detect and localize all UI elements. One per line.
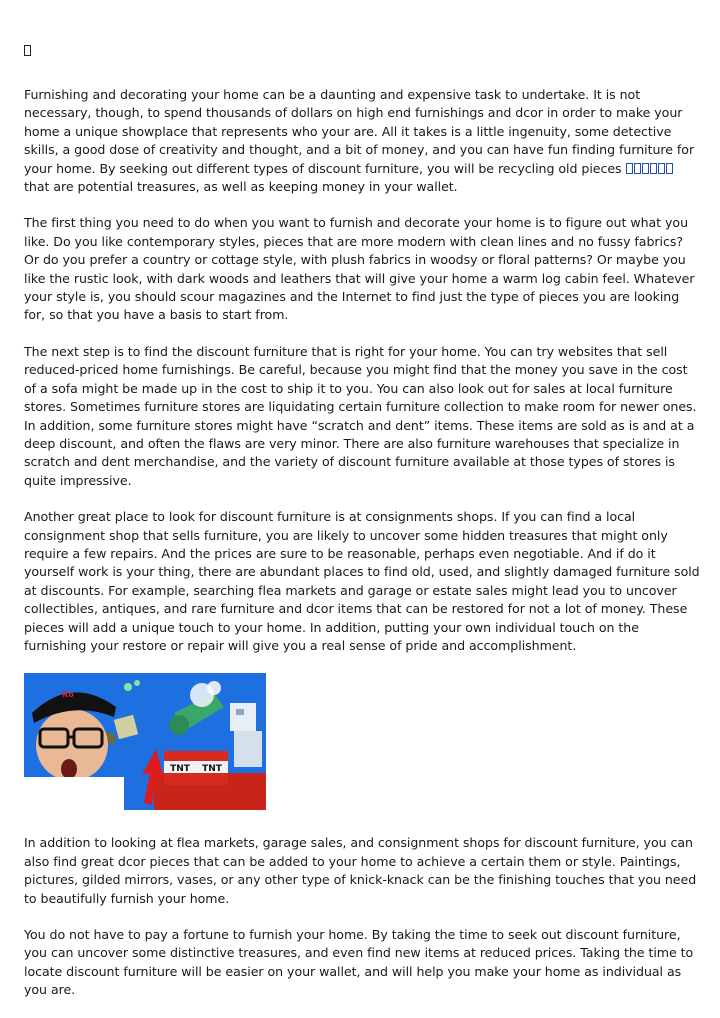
thumbnail-illustration (24, 673, 266, 810)
video-thumbnail-image (24, 673, 266, 810)
paragraph-1-tail: that are potential treasures, as well as keeping money in your wallet. (24, 179, 458, 195)
cap-logo: Ro (62, 690, 74, 700)
paragraph-4: Another great place to look for discount furniture is at consignments shops. If you can find a local consignment shop that sells furniture, you are likely to uncover some hidden treasures that might only require a few repairs. And the prices are sure to be reasonable, perhaps even negotiable. And if do it yourself work is your thing, there are abundant places to find old, used, and slightly damaged furniture sold at discounts. For example, searching flea markets and garage or estate sales might lead you to uncover collectibles, antiques, and rare furniture and dcor items that can be restored for not a lot of money. These pieces will add a unique touch to your home. In addition, putting your own individual touch on the furnishing your restore or repair will give you a real sense of pride and accomplishment. (24, 509, 700, 653)
person-shirt (24, 777, 124, 810)
paragraph-1 (24, 86, 700, 196)
tnt-label-2: TNT (202, 764, 222, 775)
paragraph-6: You do not have to pay a fortune to furnish your home. By taking the time to seek out discount furniture, you can uncover some distinctive treasures, and even find new items at reduced prices. Taking the time to locate discount furniture will be easier on your wallet, and will help you make your home as individual as you are. (24, 927, 694, 998)
link-glyphs-icon (626, 160, 674, 178)
robot-body (234, 731, 262, 767)
inline-link[interactable] (626, 161, 674, 176)
open-mouth (61, 759, 77, 779)
paragraph-1-text: Furnishing and decorating your home can be a daunting and expensive task to undertake. It is not necessary, though, to spend thousands of dollars on high end furnishings and dcor in order to make your home a unique showplace that represents who your are. All it takes is a little ingenuity, some detective skills, a good dose of creativity and thought, and a bit of money, and you can have fun finding furniture for your home. By seeking out different types of discount furniture, you will be recycling old pieces (24, 87, 695, 176)
paragraph-2: The first thing you need to do when you want to furnish and decorate your home is to figure out what you like. Do you like contemporary styles, pieces that are more modern with clean lines and no fussy fabrics? Or do you prefer a country or cottage style, with plush fabrics in woodsy or floral patterns? Or maybe you like the rustic look, with dark woods and leathers that will give your home a warm log cabin feel. Whatever your style is, you should scour magazines and the Internet to find just the type of pieces you are looking for, so that you have a basis to start from. (24, 215, 695, 323)
robot-head (230, 703, 256, 731)
missing-glyph-icon (24, 42, 34, 62)
paragraph-3: The next step is to find the discount furniture that is right for your home. You can try websites that sell reduced-priced home furnishings. Be careful, because you might find that the money you save in the cost of a sofa might be made up in the cost to ship it to you. You can also look out for sales at local furniture stores. Sometimes furniture stores are liquidating certain furniture collection to make room for newer ones. In addition, some furniture stores might have “scratch and dent” items. These items are sold as is and at a deep discount, and often the flaws are very minor. There are also furniture warehouses that specialize in scratch and dent merchandise, and the variety of discount furniture available at those types of stores is quite impressive. (24, 343, 697, 488)
tnt-label-1: TNT (170, 764, 190, 775)
paragraph-5: In addition to looking at flea markets, garage sales, and consignment shops for discount furniture, you can also find great dcor pieces that can be added to your home to achieve a certain them or style. Paintings, pictures, gilded mirrors, vases, or any other type of knick-knack can be the finishing touches that you need to beautifully furnish your home. (24, 835, 697, 906)
article (24, 40, 700, 1018)
